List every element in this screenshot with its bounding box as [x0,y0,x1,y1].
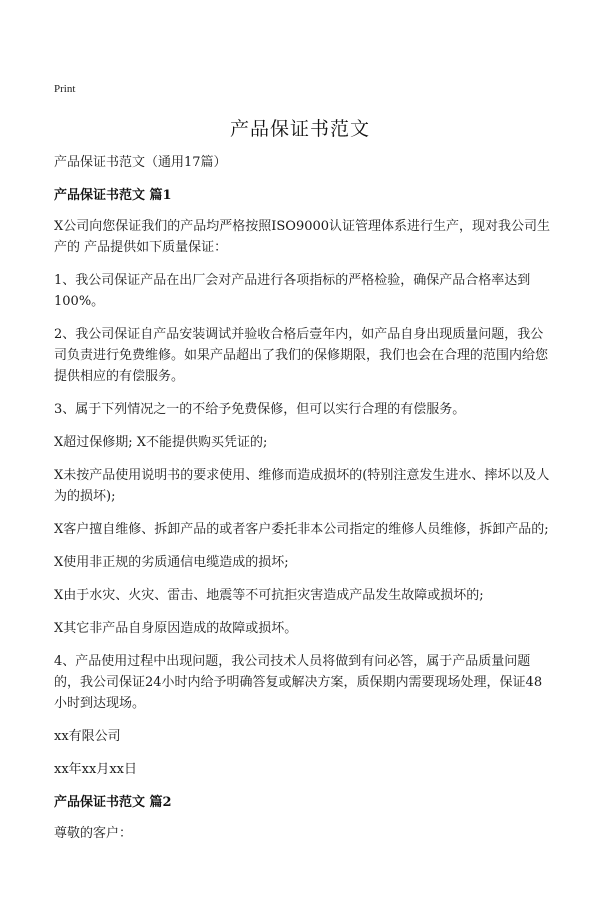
section-2-salutation: 尊敬的客户： [54,826,133,841]
exclusion-6: X其它非产品自身原因造成的故障或损坏。 [54,621,298,636]
exclusion-4: X使用非正规的劣质通信电缆造成的损坏; [54,555,289,570]
document-title: 产品保证书范文 [229,118,370,140]
exclusion-3: X客户擅自维修、拆卸产品的或者客户委托非本公司指定的维修人员维修，拆卸产品的; [54,522,549,537]
exclusion-5: X由于水灾、火灾、雷击、地震等不可抗拒灾害造成产品发生故障或损坏的; [54,588,484,603]
print-link[interactable]: Print [54,83,76,95]
section-1-item-4: 4、产品使用过程中出现问题，我公司技术人员将做到有问必答，属于产品质量问题的，我公司保证24小时内给予明确答复或解决方案，质保期内需要现场处理，保证48小时到达现场。 [54,654,543,711]
section-2-heading: 产品保证书范文 篇2 [54,795,172,810]
section-1-item-2: 2、我公司保证自产品安装调试并验收合格后壹年内，如产品自身出现质量问题，我公司负责进行免费维修。如果产品超出了我们的保修期限，我们也会在合理的范围内给您提供相应的有偿服务。 [54,327,549,384]
document-subtitle: 产品保证书范文（通用17篇） [54,155,227,170]
exclusion-2: X未按产品使用说明书的要求使用、维修而造成损坏的(特别注意发生进水、摔坏以及人为的损坏); [54,468,550,504]
document-body [54,152,554,856]
signature-date: xx年xx月xx日 [54,762,137,777]
section-1-item-1: 1、我公司保证产品在出厂会对产品进行各项指标的严格检验，确保产品合格率达到100%。 [54,273,531,309]
company-signature: xx有限公司 [54,729,121,744]
section-1-heading: 产品保证书范文 篇1 [54,188,172,203]
section-1-item-3: 3、属于下列情况之一的不给予免费保修，但可以实行合理的有偿服务。 [54,402,466,417]
exclusion-1: X超过保修期; X不能提供购买凭证的; [54,435,268,450]
section-1-intro: X公司向您保证我们的产品均严格按照ISO9000认证管理体系进行生产，现对我公司生产的 产品提供如下质量保证： [54,219,551,255]
